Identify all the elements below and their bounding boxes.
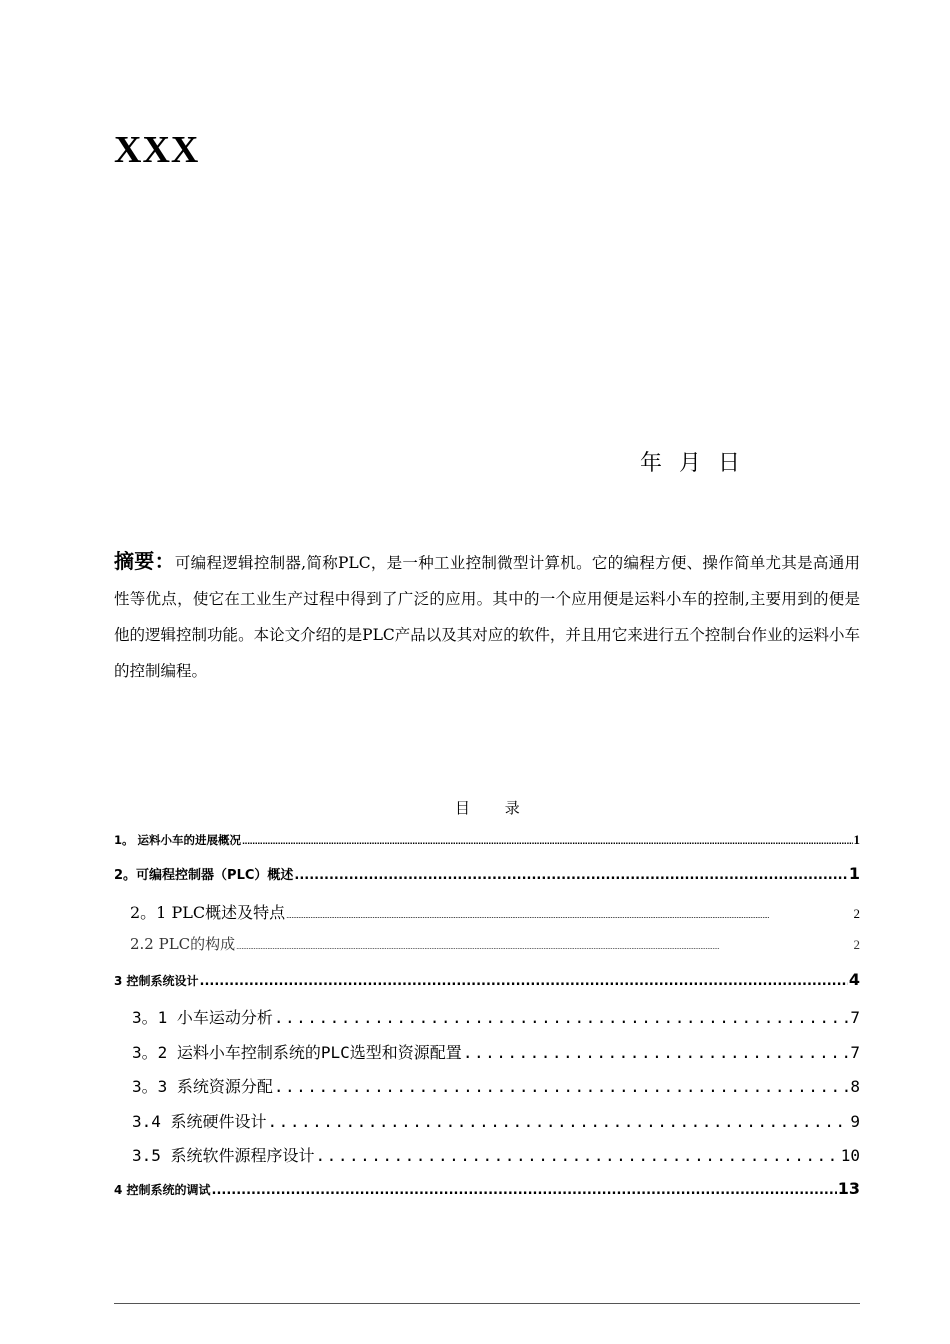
toc-entry-page: 7 bbox=[850, 1008, 860, 1027]
toc-entry-page: 8 bbox=[850, 1077, 860, 1096]
toc-leader-dots bbox=[294, 868, 847, 883]
date-line: 年 月 日 bbox=[640, 451, 740, 476]
toc-entry[interactable] bbox=[114, 832, 860, 848]
toc-entry[interactable] bbox=[114, 970, 860, 989]
toc-entry[interactable] bbox=[114, 1005, 860, 1028]
toc-entry-label: 3.4 系统硬件设计 bbox=[132, 1112, 267, 1131]
toc-entry[interactable] bbox=[114, 900, 860, 923]
abstract-label: 摘要： bbox=[114, 549, 175, 573]
toc-leader-dots bbox=[242, 837, 852, 846]
toc-leader-dots bbox=[274, 1077, 849, 1096]
toc-entry-label: 3。1 小车运动分析 bbox=[132, 1008, 273, 1027]
toc-entry-label: 4 控制系统的调试 bbox=[114, 1183, 211, 1197]
toc-leader-dots bbox=[463, 1043, 850, 1062]
toc-entry-label: 3。3 系统资源分配 bbox=[132, 1077, 273, 1096]
abstract-text: 可编程逻辑控制器,简称PLC，是一种工业控制微型计算机。它的编程方便、操作简单尤其是高通用性等优点，使它在工业生产过程中得到了广泛的应用。其中的一个应用便是运料小车的控制,主要用到的便是他的逻辑控制功能。本论文介绍的是PLC产品以及其对应的软件，并且用它来进行五个控制台作业的运料小车的控制编程。 bbox=[114, 554, 861, 680]
toc-entry-page: 1 bbox=[853, 832, 860, 847]
toc-entry[interactable] bbox=[114, 1109, 860, 1132]
abstract-paragraph bbox=[114, 543, 860, 689]
toc-entry-page: 10 bbox=[840, 1146, 860, 1165]
toc-leader-dots bbox=[268, 1112, 850, 1131]
toc-entry[interactable] bbox=[114, 933, 860, 954]
toc-entry-page: 4 bbox=[848, 970, 860, 989]
toc-leader-dots bbox=[274, 1008, 849, 1027]
toc-entry-label: 3.5 系统软件源程序设计 bbox=[132, 1146, 315, 1165]
toc-entry-page: 7 bbox=[850, 1043, 860, 1062]
toc-entry-label: 2。可编程控制器（PLC）概述 bbox=[114, 868, 294, 883]
toc-leader-dots bbox=[212, 1183, 837, 1198]
toc-title: 目 录 bbox=[455, 799, 520, 817]
toc-leader-dots bbox=[286, 912, 852, 920]
toc-entry[interactable] bbox=[114, 1179, 860, 1198]
toc-entry-label: 2。1 PLC概述及特点 bbox=[130, 903, 286, 922]
toc-entry-label: 1。 运料小车的进展概况 bbox=[114, 833, 242, 847]
toc-entry-page: 1 bbox=[848, 864, 860, 883]
toc-entry-page: 2 bbox=[853, 906, 860, 921]
toc-entry[interactable] bbox=[114, 1143, 860, 1166]
toc-leader-dots bbox=[200, 974, 848, 989]
toc-entry[interactable] bbox=[114, 1074, 860, 1097]
author-name: XXX bbox=[114, 129, 200, 171]
toc-entry-label: 2.2 PLC的构成 bbox=[130, 935, 236, 953]
toc-entry-page: 9 bbox=[850, 1112, 860, 1131]
toc-entry[interactable] bbox=[114, 1040, 860, 1063]
toc-entry-label: 3。2 运料小车控制系统的PLC选型和资源配置 bbox=[132, 1043, 462, 1062]
toc-entry-page: 13 bbox=[837, 1179, 860, 1198]
toc-entry[interactable] bbox=[114, 864, 860, 883]
footer-divider bbox=[114, 1303, 860, 1304]
toc-entry-label: 3 控制系统设计 bbox=[114, 974, 199, 988]
toc-leader-dots bbox=[236, 943, 852, 951]
toc-entry-page: 2 bbox=[853, 937, 860, 952]
toc-leader-dots bbox=[316, 1146, 840, 1165]
